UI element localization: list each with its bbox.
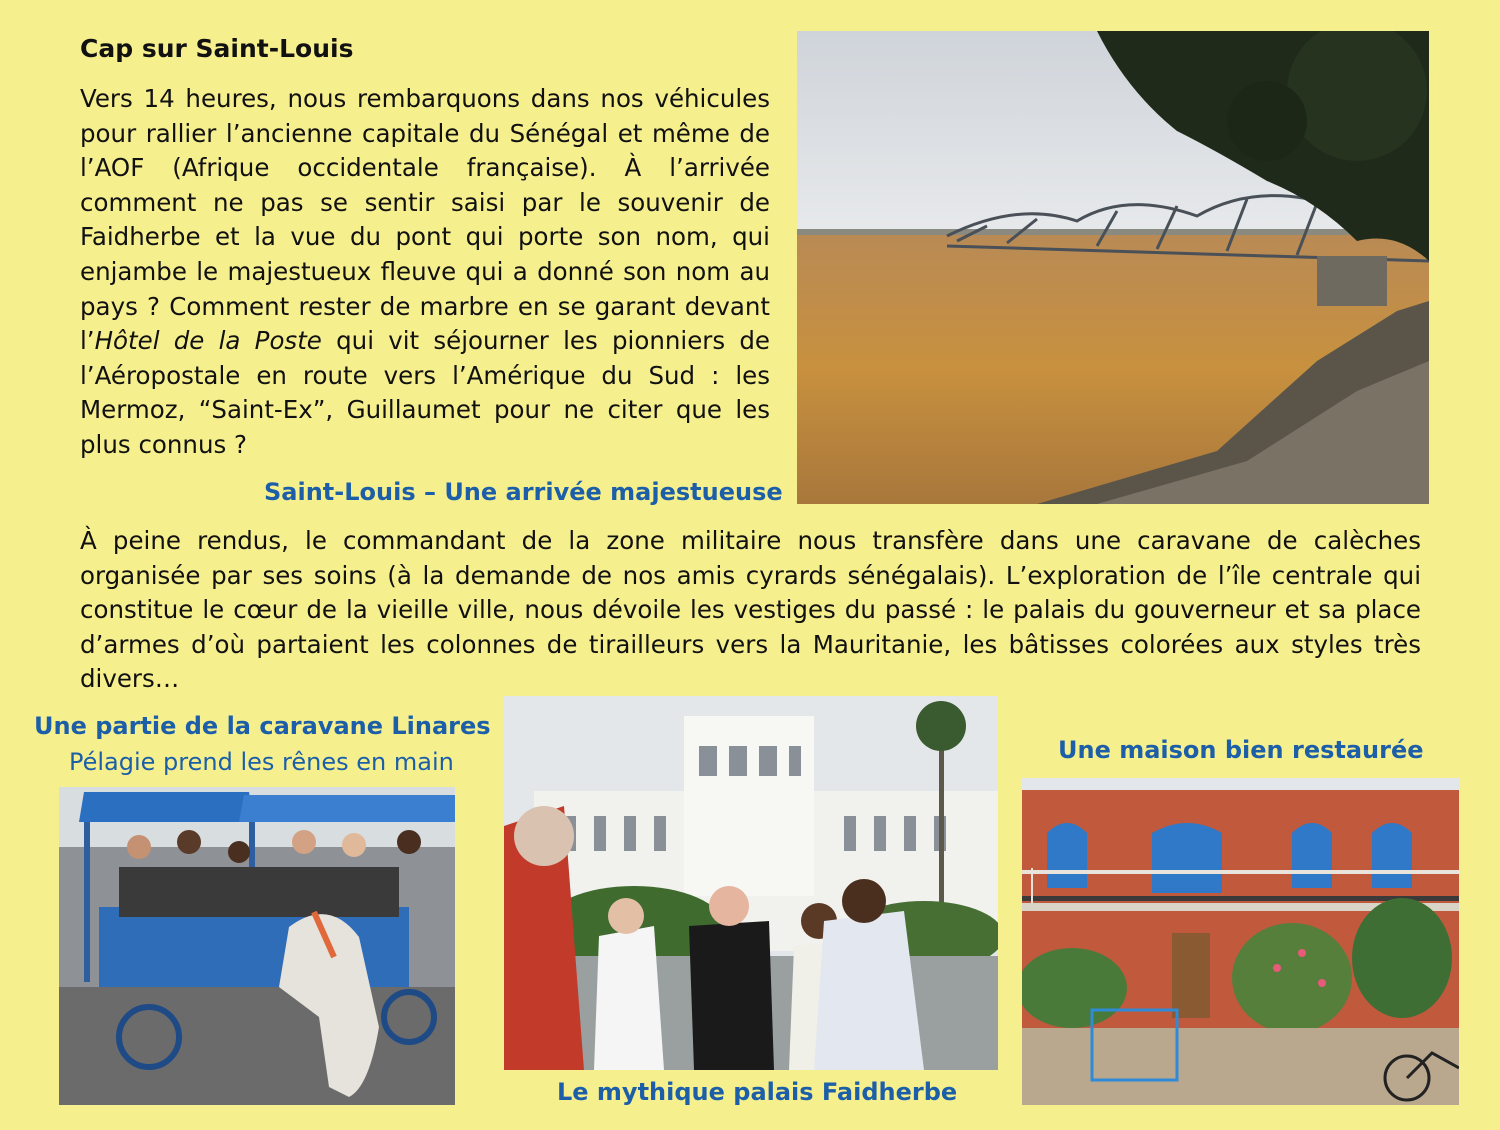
- bridge-photo: [797, 31, 1429, 504]
- palace-caption: Le mythique palais Faidherbe: [557, 1078, 958, 1106]
- caravan-subcaption: Pélagie prend les rênes en main: [69, 748, 454, 776]
- section-title: Cap sur Saint-Louis: [80, 34, 354, 63]
- caravan-photo: [59, 787, 455, 1105]
- house-caption: Une maison bien restaurée: [1058, 736, 1424, 764]
- house-photo: [1022, 778, 1459, 1105]
- intro-paragraph: [80, 82, 770, 463]
- hotel-name: Hôtel de la Poste: [94, 326, 322, 356]
- intro-text-2: qui vit séjourner les pionniers de l’Aéropostale en route vers l’Amérique du Sud : les Mermoz, “Saint-Ex”, Guillaumet pour ne citer que les plus connus ?: [80, 326, 770, 459]
- intro-text-1: Vers 14 heures, nous rembarquons dans nos véhicules pour rallier l’ancienne capitale du Sénégal et même de l’AOF (Afrique occidentale française). À l’arrivée comment ne pas se sentir saisi par le souvenir de Faidherbe et la vue du pont qui porte son nom, qui enjambe le majestueux fleuve qui a donné son nom au pays ? Comment rester de marbre en se garant devant l’: [80, 84, 770, 356]
- palace-photo: [504, 696, 998, 1070]
- caravan-caption: Une partie de la caravane Linares: [34, 712, 491, 740]
- exploration-paragraph: À peine rendus, le commandant de la zone militaire nous transfère dans une caravane de calèches organisée par ses soins (à la demande de nos amis cyrards sénégalais). L’exploration de l’île centrale qui constitue le cœur de la vieille ville, nous dévoile les vestiges du passé : le palais du gouverneur et sa place d’armes d’où partaient les colonnes de tirailleurs vers la Mauritanie, les bâtisses colorées aux styles très divers…: [80, 526, 1421, 694]
- bridge-caption: Saint-Louis – Une arrivée majestueuse: [264, 478, 783, 506]
